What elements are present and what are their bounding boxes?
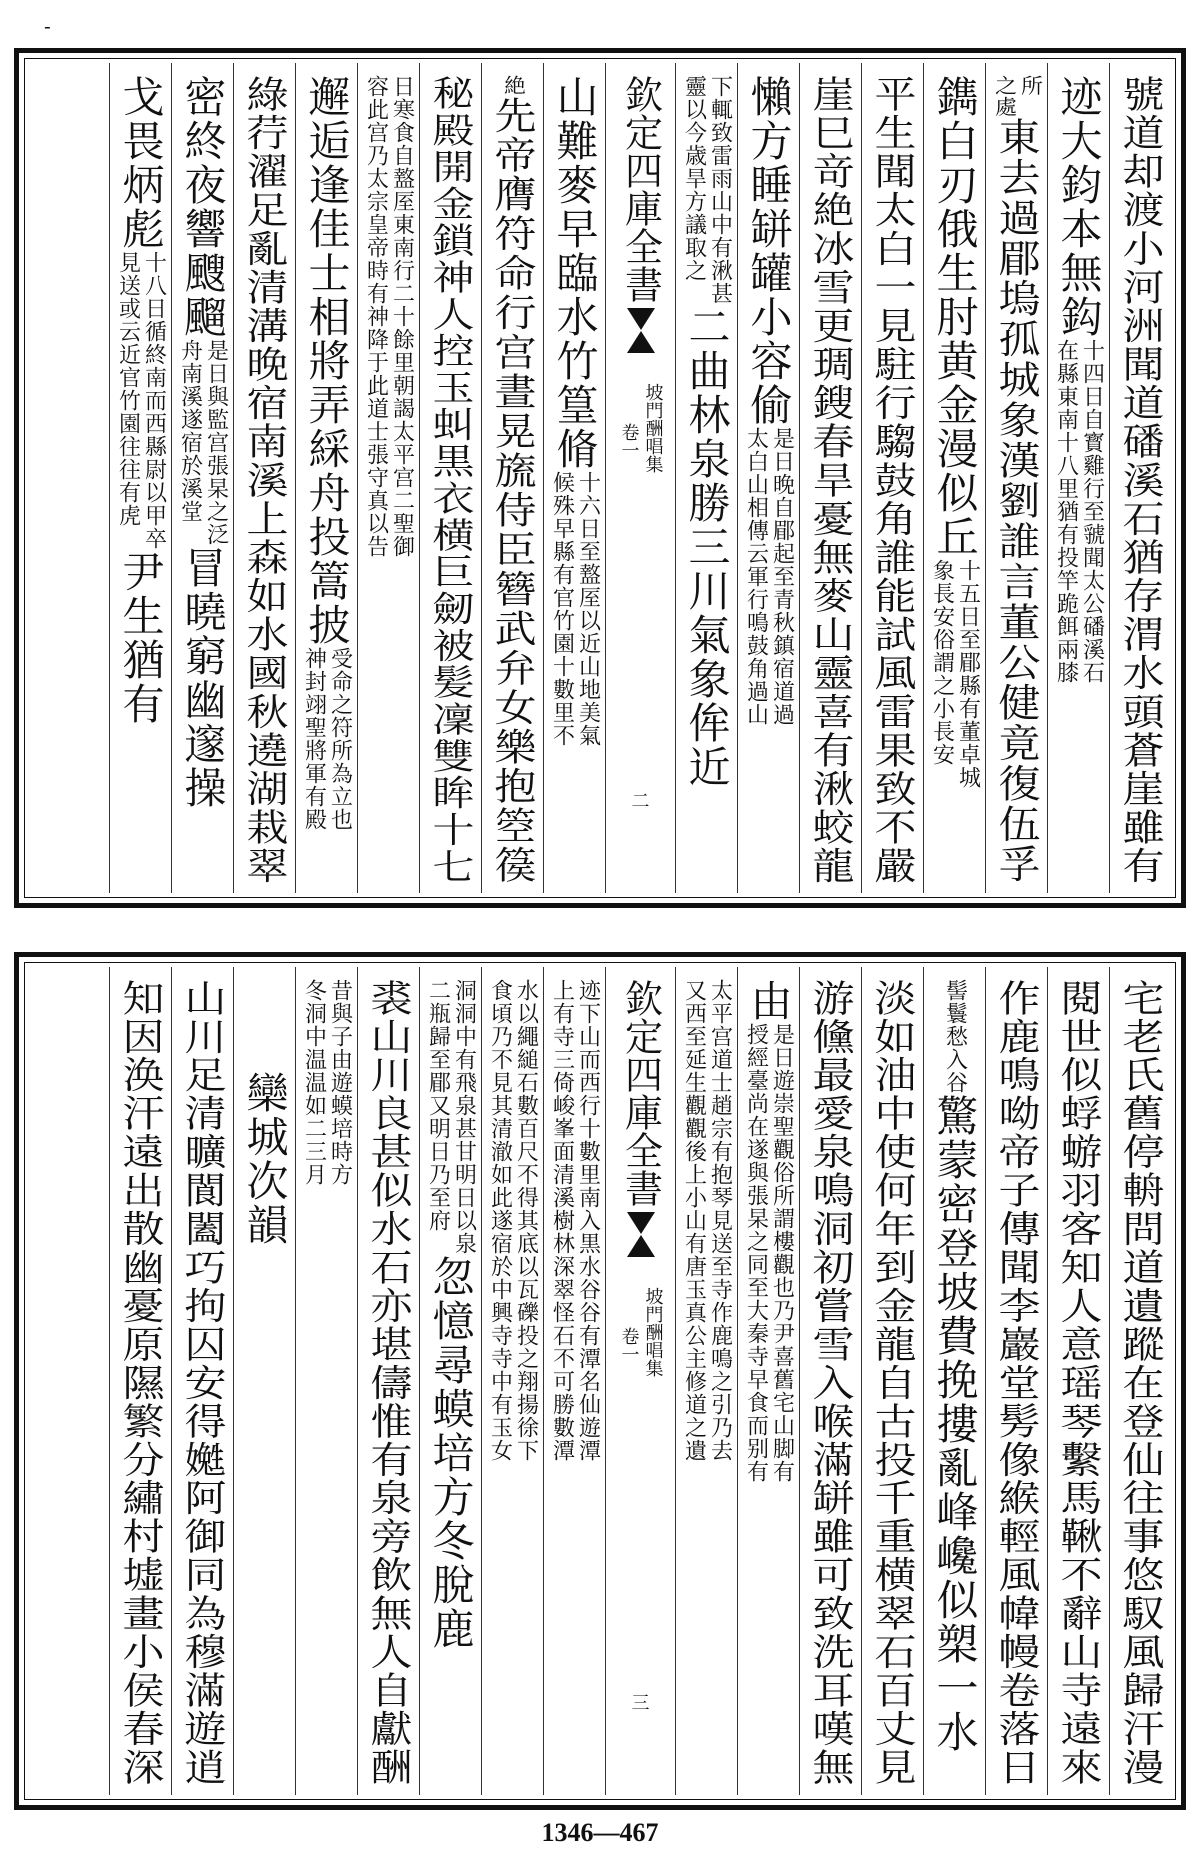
column-stack: [234, 1071, 295, 1247]
text-column: [675, 63, 737, 893]
poem-text: 驚蒙密登坡費挽摟亂峰巉似槊一水: [930, 1094, 980, 1754]
text-column: [1109, 967, 1171, 1795]
commentary-line: 受命之符所為立也: [327, 647, 353, 831]
commentary-note: [303, 647, 351, 831]
column-stack: [482, 979, 543, 1462]
book-name: 坡門酬唱集: [642, 383, 664, 473]
bottom-page-columns: [29, 967, 1171, 1795]
commentary-note: [745, 1023, 793, 1483]
poem-text: 淡如油中使何年到金龍自古投千重横翠石百丈見: [868, 979, 918, 1787]
commentary-note: [683, 979, 731, 1462]
text-column: [109, 63, 171, 893]
text-column: [419, 967, 481, 1795]
column-stack: [358, 75, 419, 558]
poem-text: 宅老氏舊停輈問道遺蹤在登仙往事悠馭風歸汗漫: [1116, 979, 1166, 1787]
commentary-note: [427, 979, 475, 1255]
column-stack: [358, 979, 419, 1787]
center-fold-column: [605, 967, 675, 1795]
poem-text: 戈畏炳彪: [116, 75, 166, 251]
fishtail-top-mark: [627, 308, 655, 330]
column-stack: [172, 75, 233, 810]
commentary-line: 授經臺尚在遂與張杲之同至大秦寺早食而别有: [743, 1023, 769, 1483]
text-column: [233, 967, 295, 1795]
top-page-panel: [14, 48, 1186, 908]
poem-text: 由: [744, 979, 794, 1023]
commentary-line: 水以繩縋石數百尺不得其底以瓦礫投之翔揚徐下: [513, 979, 539, 1462]
commentary-line: 洞洞中有飛泉甚甘明日以泉: [451, 979, 477, 1255]
commentary-line: 十五日至郿縣有董卓城: [955, 559, 981, 789]
text-column: [543, 967, 605, 1795]
commentary-note: [745, 427, 793, 726]
commentary-line: 容此宫乃太宗皇帝時有神降于此道士張守真以告: [363, 75, 389, 558]
book-title: 欽定四庫全書: [618, 979, 663, 1207]
poem-text: 東去過郿塢孤城象漢劉誰言董公健竟復伍孚: [992, 117, 1042, 885]
commentary-line: 十六日至盩厔以近山地美氣: [575, 471, 601, 747]
commentary-line: 見送或云近官竹園往往有虎: [115, 251, 141, 527]
center-fold-column: [605, 63, 675, 893]
column-stack: [420, 979, 481, 1651]
text-column: [737, 63, 799, 893]
column-stack: [1110, 979, 1171, 1787]
text-column: [233, 63, 295, 893]
column-stack: [862, 979, 923, 1787]
commentary-line: 太平宫道士趙宗有抱琴見送至寺作鹿鳴之引乃去: [707, 979, 733, 1462]
poem-text: 崖巳竒絶冰雪更琱鎪春旱憂無麥山靈喜有湫蛟龍: [806, 75, 856, 886]
center-subtitle: [620, 383, 662, 473]
text-column: [295, 967, 357, 1795]
commentary-note: [993, 75, 1041, 117]
fishtail-bottom-mark: [627, 1235, 655, 1257]
commentary-note: [179, 339, 227, 546]
commentary-line: 是日晚自郿起至青秋鎮宿道過: [769, 427, 795, 726]
column-stack: [738, 979, 799, 1483]
poem-text: 先帝膺符命行宫晝晃旒侍臣簪武弁女樂抱箜篌: [488, 95, 538, 885]
poem-text: 作鹿鳴呦帝子傳聞李巖堂髣像緱輕風幃幔卷落日: [992, 979, 1042, 1787]
commentary-line: 十八日循終南而西縣尉以甲卒: [141, 251, 167, 550]
fishtail-top-mark: [627, 1212, 655, 1234]
commentary-note: [117, 251, 165, 550]
poem-text: 迹大鈞本無鈎: [1054, 75, 1104, 339]
text-column: [357, 63, 419, 893]
text-column: [799, 967, 861, 1795]
commentary-line: 昔與子由遊蟆培時方: [327, 979, 353, 1186]
poem-text: 二曲林泉勝三川氣象侔近: [682, 305, 732, 789]
poem-text: 知因涣汗遠出散幽憂原隰繁分繡村墟畫小侯春深: [116, 979, 166, 1787]
commentary-line: 象長安俗謂之小長安: [929, 559, 955, 766]
commentary-line: 靈以今歳旱方議取之: [681, 75, 707, 282]
text-column: [799, 63, 861, 893]
commentary-line: 髻鬟愁入谷: [942, 979, 968, 1094]
poem-text: 懶方睡缾罐小容偷: [744, 75, 794, 427]
text-column: [1047, 967, 1109, 1795]
column-stack: [110, 75, 171, 726]
column-stack: [986, 75, 1047, 885]
column-stack: [420, 75, 481, 885]
commentary-line: 所: [1017, 75, 1043, 97]
poem-text-continued: 十七: [426, 811, 476, 886]
poem-text: 欒城次韻: [240, 1071, 290, 1247]
leaf-number: 三: [631, 1693, 650, 1714]
poem-text: 邂逅逢佳士相將弄綵舟投篙披: [302, 75, 352, 647]
column-stack: [924, 75, 985, 789]
commentary-line: 神封翊聖將軍有殿: [301, 647, 327, 831]
poem-text: 鐫白刃俄生肘黄金漫似丘: [930, 75, 980, 559]
text-column: [357, 967, 419, 1795]
text-column: [985, 967, 1047, 1795]
commentary-note: [489, 979, 537, 1462]
poem-text: 裘山川良甚似水石亦堪儔惟有泉旁飲無人自獻酬: [364, 979, 414, 1787]
column-stack: [676, 979, 737, 1462]
commentary-line: 迹下山而西行十數里南入黒水谷谷有潭名仙遊潭: [575, 979, 601, 1462]
poem-text-continued: 冒曉窮幽邃操: [178, 546, 228, 810]
commentary-line: 是日與監宫張杲之泛: [203, 339, 229, 546]
poem-text-continued: 忽憶尋蟆培方冬脫鹿: [426, 1255, 476, 1651]
column-stack: [738, 75, 799, 726]
text-column: [171, 63, 233, 893]
poem-text-continued: 尹生猶有: [116, 550, 166, 726]
commentary-line: 冬洞中温温如二三月: [301, 979, 327, 1186]
page-code-footer: 1346—467: [541, 1818, 659, 1847]
commentary-note: [303, 979, 351, 1186]
text-column: [675, 967, 737, 1795]
commentary-line: 二瓶歸至郿又明日乃至府: [425, 979, 451, 1232]
top-page-columns: [29, 63, 1171, 893]
text-column: [861, 63, 923, 893]
text-column: [1109, 63, 1171, 893]
leaf-number: 二: [631, 791, 650, 812]
poem-text: 山難麥早臨水竹篁脩: [550, 75, 600, 471]
column-stack: [924, 979, 985, 1754]
column-stack: [800, 979, 861, 1787]
text-column: [481, 63, 543, 893]
commentary-line: 在縣東南十八里猶有投竿跪餌兩膝: [1053, 339, 1079, 684]
corner-mark: -: [44, 14, 51, 38]
commentary-line: 絶: [500, 75, 526, 96]
commentary-line: 下輒致雷雨山中有湫甚: [707, 75, 733, 305]
column-stack: [1048, 979, 1109, 1787]
commentary-note: [365, 75, 413, 558]
poem-text: 號道却渡小河洲聞道磻溪石猶存渭水頭蒼崖雖有: [1116, 75, 1166, 886]
commentary-note: [551, 979, 599, 1462]
fishtail-bottom-mark: [627, 331, 655, 353]
text-column: [923, 967, 985, 1795]
column-stack: [110, 979, 171, 1787]
volume-label: 卷一: [618, 423, 640, 459]
commentary-note: [1055, 339, 1103, 684]
text-column: [737, 967, 799, 1795]
commentary-line: 舟南溪遂宿於溪堂: [177, 339, 203, 523]
poem-text: 綠荇濯足亂清溝晚宿南溪上森如水國秋遶湖栽翠: [240, 75, 290, 886]
column-stack: [676, 75, 737, 789]
text-column: [543, 63, 605, 893]
commentary-line: 太白山相傳云軍行鳴鼓角過山: [743, 427, 769, 726]
column-stack: [234, 75, 295, 885]
text-column: [1047, 63, 1109, 893]
commentary-line: 食頃乃不見其清澈如此遂宿於中興寺寺中有玉女: [487, 979, 513, 1462]
text-column: [923, 63, 985, 893]
column-stack: [800, 75, 861, 885]
column-stack: [862, 75, 923, 885]
text-column: [171, 967, 233, 1795]
commentary-note: [683, 75, 731, 305]
text-column: [985, 63, 1047, 893]
column-stack: [1110, 75, 1171, 885]
column-stack: [544, 75, 605, 747]
poem-text: 山川足清曠閬闔巧拘囚安得嬔阿御同為穆滿遊逍: [178, 979, 228, 1787]
commentary-note: [502, 75, 524, 96]
poem-text: 密終夜響颼飀: [178, 75, 228, 339]
commentary-line: 日寒食自盩厔東南行二十餘里朝謁太平宫二聖御: [389, 75, 415, 558]
column-stack: [544, 979, 605, 1462]
commentary-line: 又西至延生觀觀後上小山有唐玉真公主修道之遺: [681, 979, 707, 1462]
book-name: 坡門酬唱集: [642, 1287, 664, 1377]
column-stack: [296, 979, 357, 1186]
commentary-line: 十四日自寳雞行至虢聞太公磻溪石: [1079, 339, 1105, 684]
book-title: 欽定四庫全書: [618, 75, 663, 303]
text-column: [481, 967, 543, 1795]
column-stack: [986, 979, 1047, 1787]
text-column: [295, 63, 357, 893]
text-column: [861, 967, 923, 1795]
commentary-note: [551, 471, 599, 747]
center-subtitle: [620, 1287, 662, 1377]
column-stack: [482, 75, 543, 885]
commentary-note: [944, 979, 966, 1094]
column-stack: [296, 75, 357, 831]
poem-text: 游儵最愛泉鳴洞初嘗雪入喉滿缾雖可致洗耳嘆無: [806, 979, 856, 1787]
commentary-line: 之處: [991, 75, 1017, 118]
column-stack: [172, 979, 233, 1787]
text-column: [109, 967, 171, 1795]
poem-text: 秘殿開金鎖神人控玉虯黒衣横巨劒被髪凜雙眸: [426, 75, 476, 812]
commentary-line: 上有寺三倚峻峯面清溪樹林深翠怪石不可勝數潭: [549, 979, 575, 1462]
column-stack: [1048, 75, 1109, 684]
commentary-line: 是日遊崇聖觀俗所謂樓觀也乃尹喜舊宅山脚有: [769, 1023, 795, 1483]
text-column: [419, 63, 481, 893]
volume-label: 卷一: [618, 1327, 640, 1363]
bottom-page-panel: [14, 952, 1186, 1810]
commentary-note: [931, 559, 979, 789]
poem-text: 平生聞太白一見駐行騶鼓角誰能試風雷果致不嚴: [868, 75, 918, 886]
commentary-line: 候殊早縣有官竹園十數里不: [549, 471, 575, 747]
poem-text: 閱世似蜉蝣羽客知人意瑶琴繫馬鞦不辭山寺遠來: [1054, 979, 1104, 1787]
